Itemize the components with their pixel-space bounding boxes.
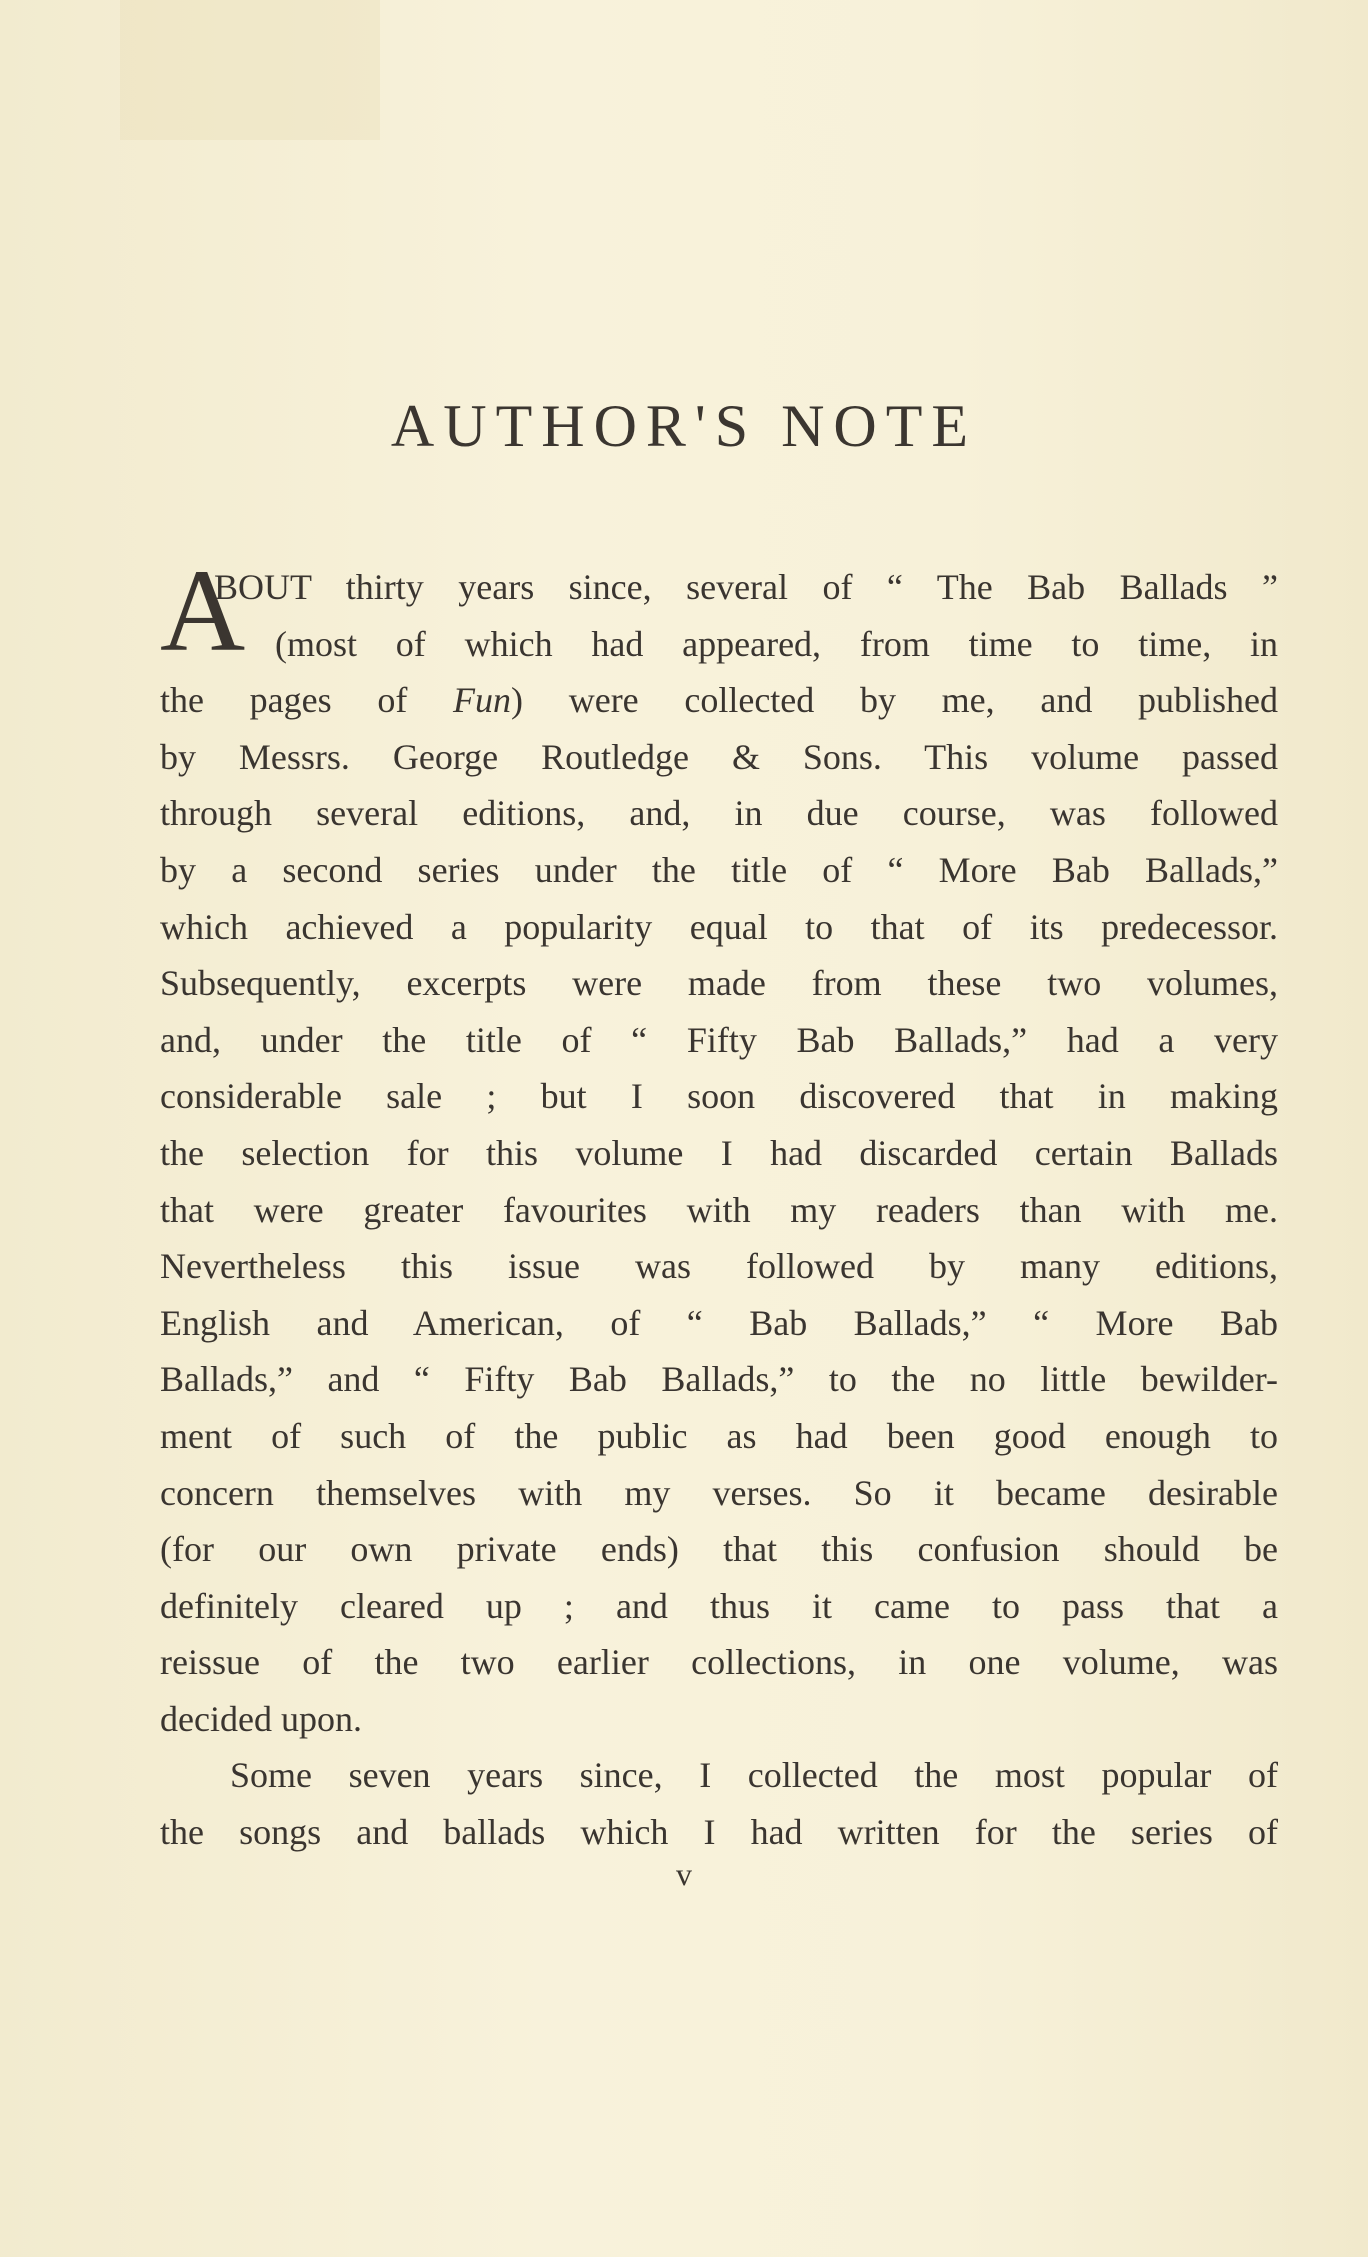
text-line: by a second series under the title of “ More Bab Ballads,” — [160, 849, 1278, 890]
text-line: English and American, of “ Bab Ballads,” “ More Bab — [160, 1302, 1278, 1343]
text-line: the selection for this volume I had discarded certain Ballads — [160, 1132, 1278, 1173]
text-line: which achieved a popularity equal to that of its predecessor. — [160, 906, 1278, 947]
text-line: Ballads,” and “ Fifty Bab Ballads,” to the no little bewilder- — [160, 1359, 1278, 1400]
text-line: and, under the title of “ Fifty Bab Ballads,” had a very — [160, 1019, 1278, 1060]
text-line-part: the pages of — [160, 680, 454, 721]
text-line: reissue of the two earlier collections, in one volume, was — [160, 1642, 1278, 1683]
text-line: concern themselves with my verses. So it became desirable — [160, 1472, 1278, 1513]
text-line-part: ) were collected by me, and published — [511, 680, 1279, 721]
text-line: decided upon. — [160, 1698, 362, 1739]
text-line: Some seven years since, I collected the most popular of — [230, 1755, 1278, 1796]
text-line: (for our own private ends) that this confusion should be — [160, 1529, 1278, 1570]
body-text — [160, 545, 1279, 1861]
text-line: Subsequently, excerpts were made from these two volumes, — [160, 963, 1278, 1004]
drop-cap: A — [160, 545, 246, 676]
text-line: (most of which had appeared, from time to time, in — [275, 623, 1278, 664]
page-number: v — [676, 1856, 692, 1892]
text-line: through several editions, and, in due course, was followed — [160, 793, 1278, 834]
page-title: AUTHOR'S NOTE — [390, 393, 978, 459]
text-line: definitely cleared up ; and thus it came to pass that a — [160, 1585, 1278, 1626]
text-line: the songs and ballads which I had written for the series of — [160, 1812, 1278, 1853]
italic-title-fun: Fun — [453, 680, 512, 721]
text-line — [160, 672, 1278, 729]
text-line: Nevertheless this issue was followed by many editions, — [160, 1246, 1278, 1287]
text-line: ment of such of the public as had been good enough to — [160, 1415, 1278, 1456]
text-line: by Messrs. George Routledge & Sons. This volume passed — [160, 736, 1278, 777]
text-line: considerable sale ; but I soon discovered that in making — [160, 1076, 1278, 1117]
text-line: that were greater favourites with my readers than with me. — [160, 1189, 1278, 1230]
paper-bleed-through — [120, 0, 380, 140]
text-line: BOUT thirty years since, several of “ The Bab Ballads ” — [214, 567, 1278, 607]
